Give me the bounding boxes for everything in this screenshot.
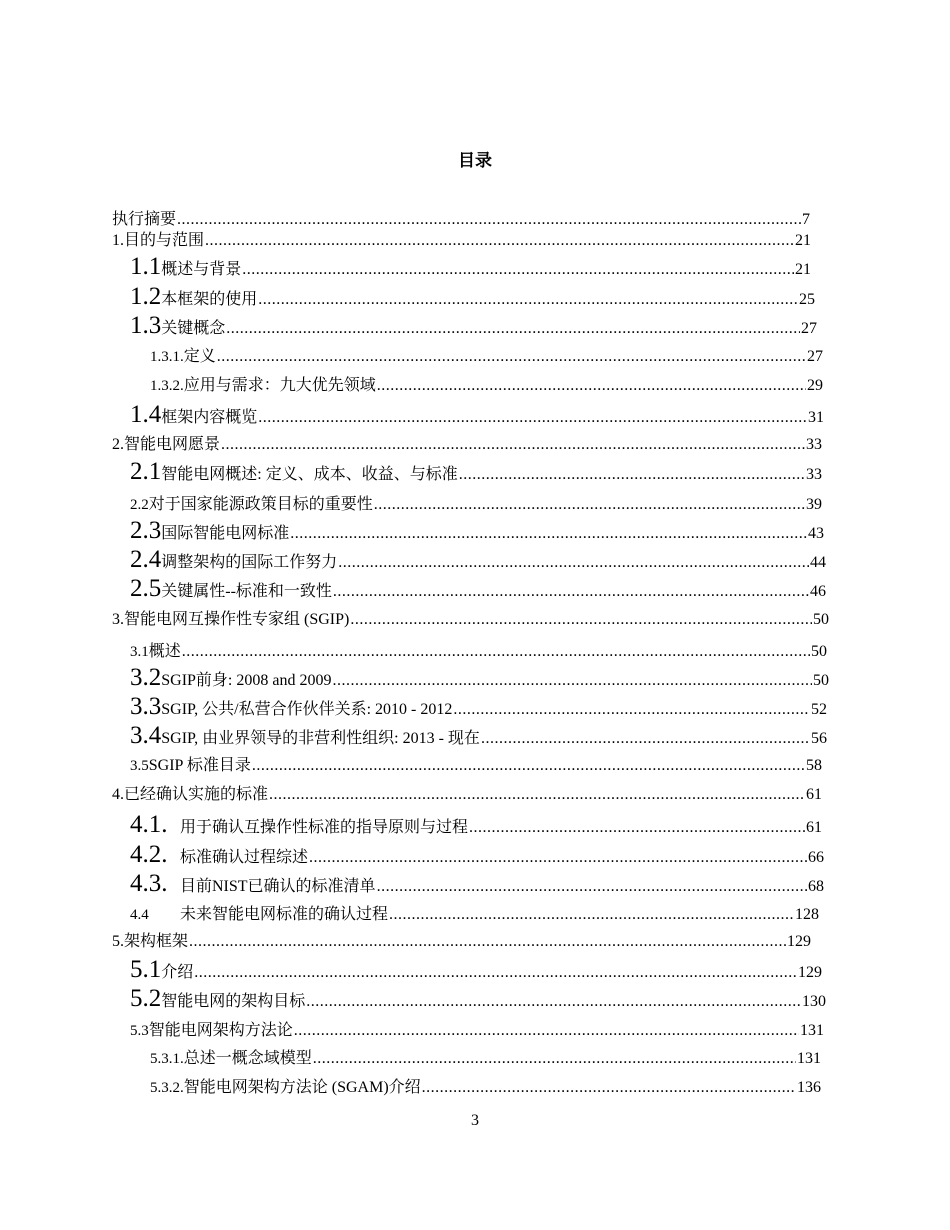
toc-entry-page: 39 (806, 496, 822, 513)
toc-entry-label: 介绍 (161, 964, 194, 981)
toc-entry-label: 智能电网互操作性专家组 (SGIP) (124, 611, 350, 628)
toc-entry-number: 1. (112, 232, 124, 249)
toc-entry[interactable] (150, 1074, 821, 1097)
toc-entry[interactable] (130, 313, 817, 338)
toc-entry-label: 调整架构的国际工作努力 (161, 554, 338, 571)
toc-leader-dots (290, 525, 807, 543)
toc-leader-dots (377, 377, 806, 395)
toc-entry[interactable] (150, 372, 823, 395)
toc-entry-page: 61 (806, 819, 822, 836)
toc-entry-label: 概述与背景 (161, 261, 242, 278)
toc-entry-label: SGIP, 由业界领导的非营利性组织: 2013 - 现在 (161, 730, 480, 747)
toc-entry-number: 5.3 (130, 1023, 149, 1039)
toc-leader-dots (269, 786, 805, 804)
toc-entry-number: 5. (112, 933, 124, 950)
toc-leader-dots (389, 906, 794, 924)
toc-entry-label: 关键概念 (161, 320, 226, 337)
toc-entry-label: 概述 (148, 643, 181, 660)
toc-entry-number: 3. (112, 611, 124, 628)
toc-entry[interactable] (130, 576, 826, 601)
toc-entry-page: 25 (799, 291, 815, 308)
toc-entry-label: 智能电网架构方法论 (SGAM)介绍 (183, 1079, 421, 1096)
toc-entry-number: 1.3.1. (150, 349, 184, 365)
toc-entry-page: 21 (795, 232, 811, 249)
toc-entry[interactable] (130, 491, 822, 514)
toc-entry-number: 4. (112, 786, 124, 803)
toc-leader-dots (350, 611, 812, 629)
toc-entry-label: 架构框架 (124, 933, 189, 950)
toc-leader-dots (226, 320, 800, 338)
toc-entry-number: 5.2 (130, 985, 162, 1012)
toc-entry[interactable] (130, 518, 824, 543)
toc-entry[interactable] (150, 1045, 821, 1068)
toc-entry[interactable] (130, 254, 811, 279)
toc-leader-dots (377, 878, 807, 896)
toc-entry-number: 4.4 (130, 907, 149, 923)
toc-leader-dots (422, 1079, 796, 1097)
toc-entry-page: 129 (798, 964, 822, 981)
toc-entry-label: SGIP前身: 2008 and 2009 (161, 672, 332, 689)
toc-entry[interactable] (130, 871, 824, 896)
toc-entry[interactable] (130, 1017, 824, 1040)
toc-leader-dots (313, 1050, 796, 1068)
toc-entry-label: 关键属性--标准和一致性 (161, 583, 332, 600)
toc-leader-dots (306, 993, 801, 1011)
toc-entry-page: 50 (813, 611, 829, 628)
toc-leader-dots (189, 933, 786, 951)
toc-entry-number: 2.1 (130, 458, 162, 485)
toc-entry[interactable] (130, 694, 827, 719)
toc-entry-label: 国际智能电网标准 (161, 525, 290, 542)
toc-entry-page: 61 (806, 786, 822, 803)
toc-entry-page: 130 (802, 993, 826, 1010)
toc-entry-number: 5.3.1. (150, 1051, 184, 1067)
toc-entry-page: 50 (811, 643, 827, 660)
toc-entry-label: 总述一概念域模型 (183, 1050, 312, 1067)
toc-entry-label: 用于确认互操作性标准的指导原则与过程 (180, 819, 469, 836)
toc-entry-label: 对于国家能源政策目标的重要性 (148, 496, 373, 513)
toc-leader-dots (374, 496, 805, 514)
toc-entry-page: 29 (807, 377, 823, 394)
toc-leader-dots (242, 261, 794, 279)
toc-entry-number: 3.2 (130, 664, 162, 691)
toc-leader-dots (309, 849, 807, 867)
page-title: 目录 (458, 151, 492, 171)
toc-entry-page: 129 (787, 933, 811, 950)
toc-entry[interactable] (130, 723, 827, 748)
toc-entry-label: 目的与范围 (124, 232, 205, 249)
toc-leader-dots (332, 672, 812, 690)
toc-entry-number: 1.2 (130, 283, 162, 310)
toc-entry-number: 2.5 (130, 575, 162, 602)
toc-leader-dots (258, 291, 798, 309)
toc-leader-dots (481, 730, 810, 748)
toc-entry[interactable] (130, 986, 826, 1011)
toc-entry-number: 1.3 (130, 312, 162, 339)
toc-leader-dots (221, 436, 805, 454)
toc-entry-label: 目前NIST已确认的标准清单 (180, 878, 376, 895)
toc-entry[interactable] (130, 547, 826, 572)
toc-entry-number: 2. (112, 436, 124, 453)
toc-entry[interactable] (112, 206, 810, 229)
toc-entry-label: SGIP 标准目录 (148, 757, 251, 774)
toc-entry-number: 5.1 (130, 956, 162, 983)
toc-entry[interactable] (150, 343, 823, 366)
toc-entry[interactable] (130, 842, 824, 867)
toc-entry-page: 31 (808, 409, 824, 426)
toc-leader-dots (182, 643, 810, 661)
toc-leader-dots (333, 583, 809, 601)
page-number: 3 (471, 1112, 479, 1129)
toc-entry-number: 4.3. (130, 870, 168, 897)
toc-entry-page: 66 (808, 849, 824, 866)
toc-entry-label: 执行摘要 (112, 211, 177, 228)
toc-entry[interactable] (130, 638, 827, 661)
toc-entry-label: 已经确认实施的标准 (124, 786, 269, 803)
toc-entry-page: 68 (808, 878, 824, 895)
toc-entry-label: 智能电网概述: 定义、成本、收益、与标准 (161, 466, 458, 483)
toc-entry-number: 2.2 (130, 497, 149, 513)
toc-entry-label: 框架内容概览 (161, 409, 258, 426)
toc-entry[interactable] (130, 957, 822, 982)
toc-leader-dots (252, 757, 805, 775)
toc-entry[interactable] (130, 402, 824, 427)
toc-entry-label: 本框架的使用 (161, 291, 258, 308)
toc-entry-label: 智能电网架构方法论 (148, 1022, 293, 1039)
toc-entry-page: 52 (811, 701, 827, 718)
toc-entry-number: 1.3.2. (150, 378, 184, 394)
toc-entry[interactable] (130, 284, 815, 309)
toc-entry-page: 58 (806, 757, 822, 774)
toc-entry-page: 50 (813, 672, 829, 689)
toc-entry-number: 4.2. (130, 841, 168, 868)
toc-entry-number: 2.3 (130, 517, 162, 544)
toc-entry-number: 3.3 (130, 693, 162, 720)
toc-entry[interactable] (112, 606, 829, 629)
toc-leader-dots (459, 466, 805, 484)
toc-leader-dots (453, 701, 810, 719)
toc-entry-label: 应用与需求：九大优先领域 (183, 377, 376, 394)
toc-entry-page: 27 (807, 348, 823, 365)
toc-entry-label: 定义 (183, 348, 216, 365)
toc-entry-page: 7 (802, 211, 810, 228)
toc-entry[interactable] (130, 901, 819, 924)
toc-entry[interactable] (112, 781, 822, 804)
toc-entry-number: 4.1. (130, 811, 168, 838)
toc-entry-page: 27 (801, 320, 817, 337)
toc-entry-label: 未来智能电网标准的确认过程 (180, 906, 389, 923)
toc-entry-number: 1.4 (130, 401, 162, 428)
toc-entry[interactable] (130, 752, 822, 775)
toc-leader-dots (217, 348, 806, 366)
toc-entry-number: 3.1 (130, 644, 149, 660)
toc-entry-page: 46 (810, 583, 826, 600)
toc-entry-page: 21 (795, 261, 811, 278)
toc-entry-number: 1.1 (130, 253, 162, 280)
toc-leader-dots (194, 964, 797, 982)
toc-entry-page: 128 (795, 906, 819, 923)
toc-entry-page: 136 (797, 1079, 821, 1096)
toc-entry-label: 智能电网愿景 (124, 436, 221, 453)
toc-entry[interactable] (112, 227, 811, 250)
toc-entry-number: 2.4 (130, 546, 162, 573)
toc-entry-page: 56 (811, 730, 827, 747)
toc-entry-page: 131 (797, 1050, 821, 1067)
toc-leader-dots (205, 232, 794, 250)
toc-entry[interactable] (130, 665, 829, 690)
toc-entry[interactable] (112, 928, 811, 951)
toc-entry-number: 3.4 (130, 722, 162, 749)
toc-entry-page: 33 (806, 466, 822, 483)
toc-entry[interactable] (130, 459, 822, 484)
toc-entry-label: 智能电网的架构目标 (161, 993, 306, 1010)
toc-entry-page: 43 (808, 525, 824, 542)
toc-leader-dots (469, 819, 805, 837)
toc-entry-label: 标准确认过程综述 (180, 849, 309, 866)
toc-entry-number: 3.5 (130, 758, 149, 774)
toc-entry-page: 131 (800, 1022, 824, 1039)
toc-entry-page: 33 (806, 436, 822, 453)
toc-leader-dots (294, 1022, 799, 1040)
toc-entry[interactable] (112, 431, 822, 454)
toc-leader-dots (258, 409, 807, 427)
toc-leader-dots (338, 554, 809, 572)
toc-entry-number: 5.3.2. (150, 1080, 184, 1096)
toc-entry[interactable] (130, 812, 822, 837)
toc-entry-label: SGIP, 公共/私营合作伙伴关系: 2010 - 2012 (161, 701, 453, 718)
toc-entry-page: 44 (810, 554, 826, 571)
